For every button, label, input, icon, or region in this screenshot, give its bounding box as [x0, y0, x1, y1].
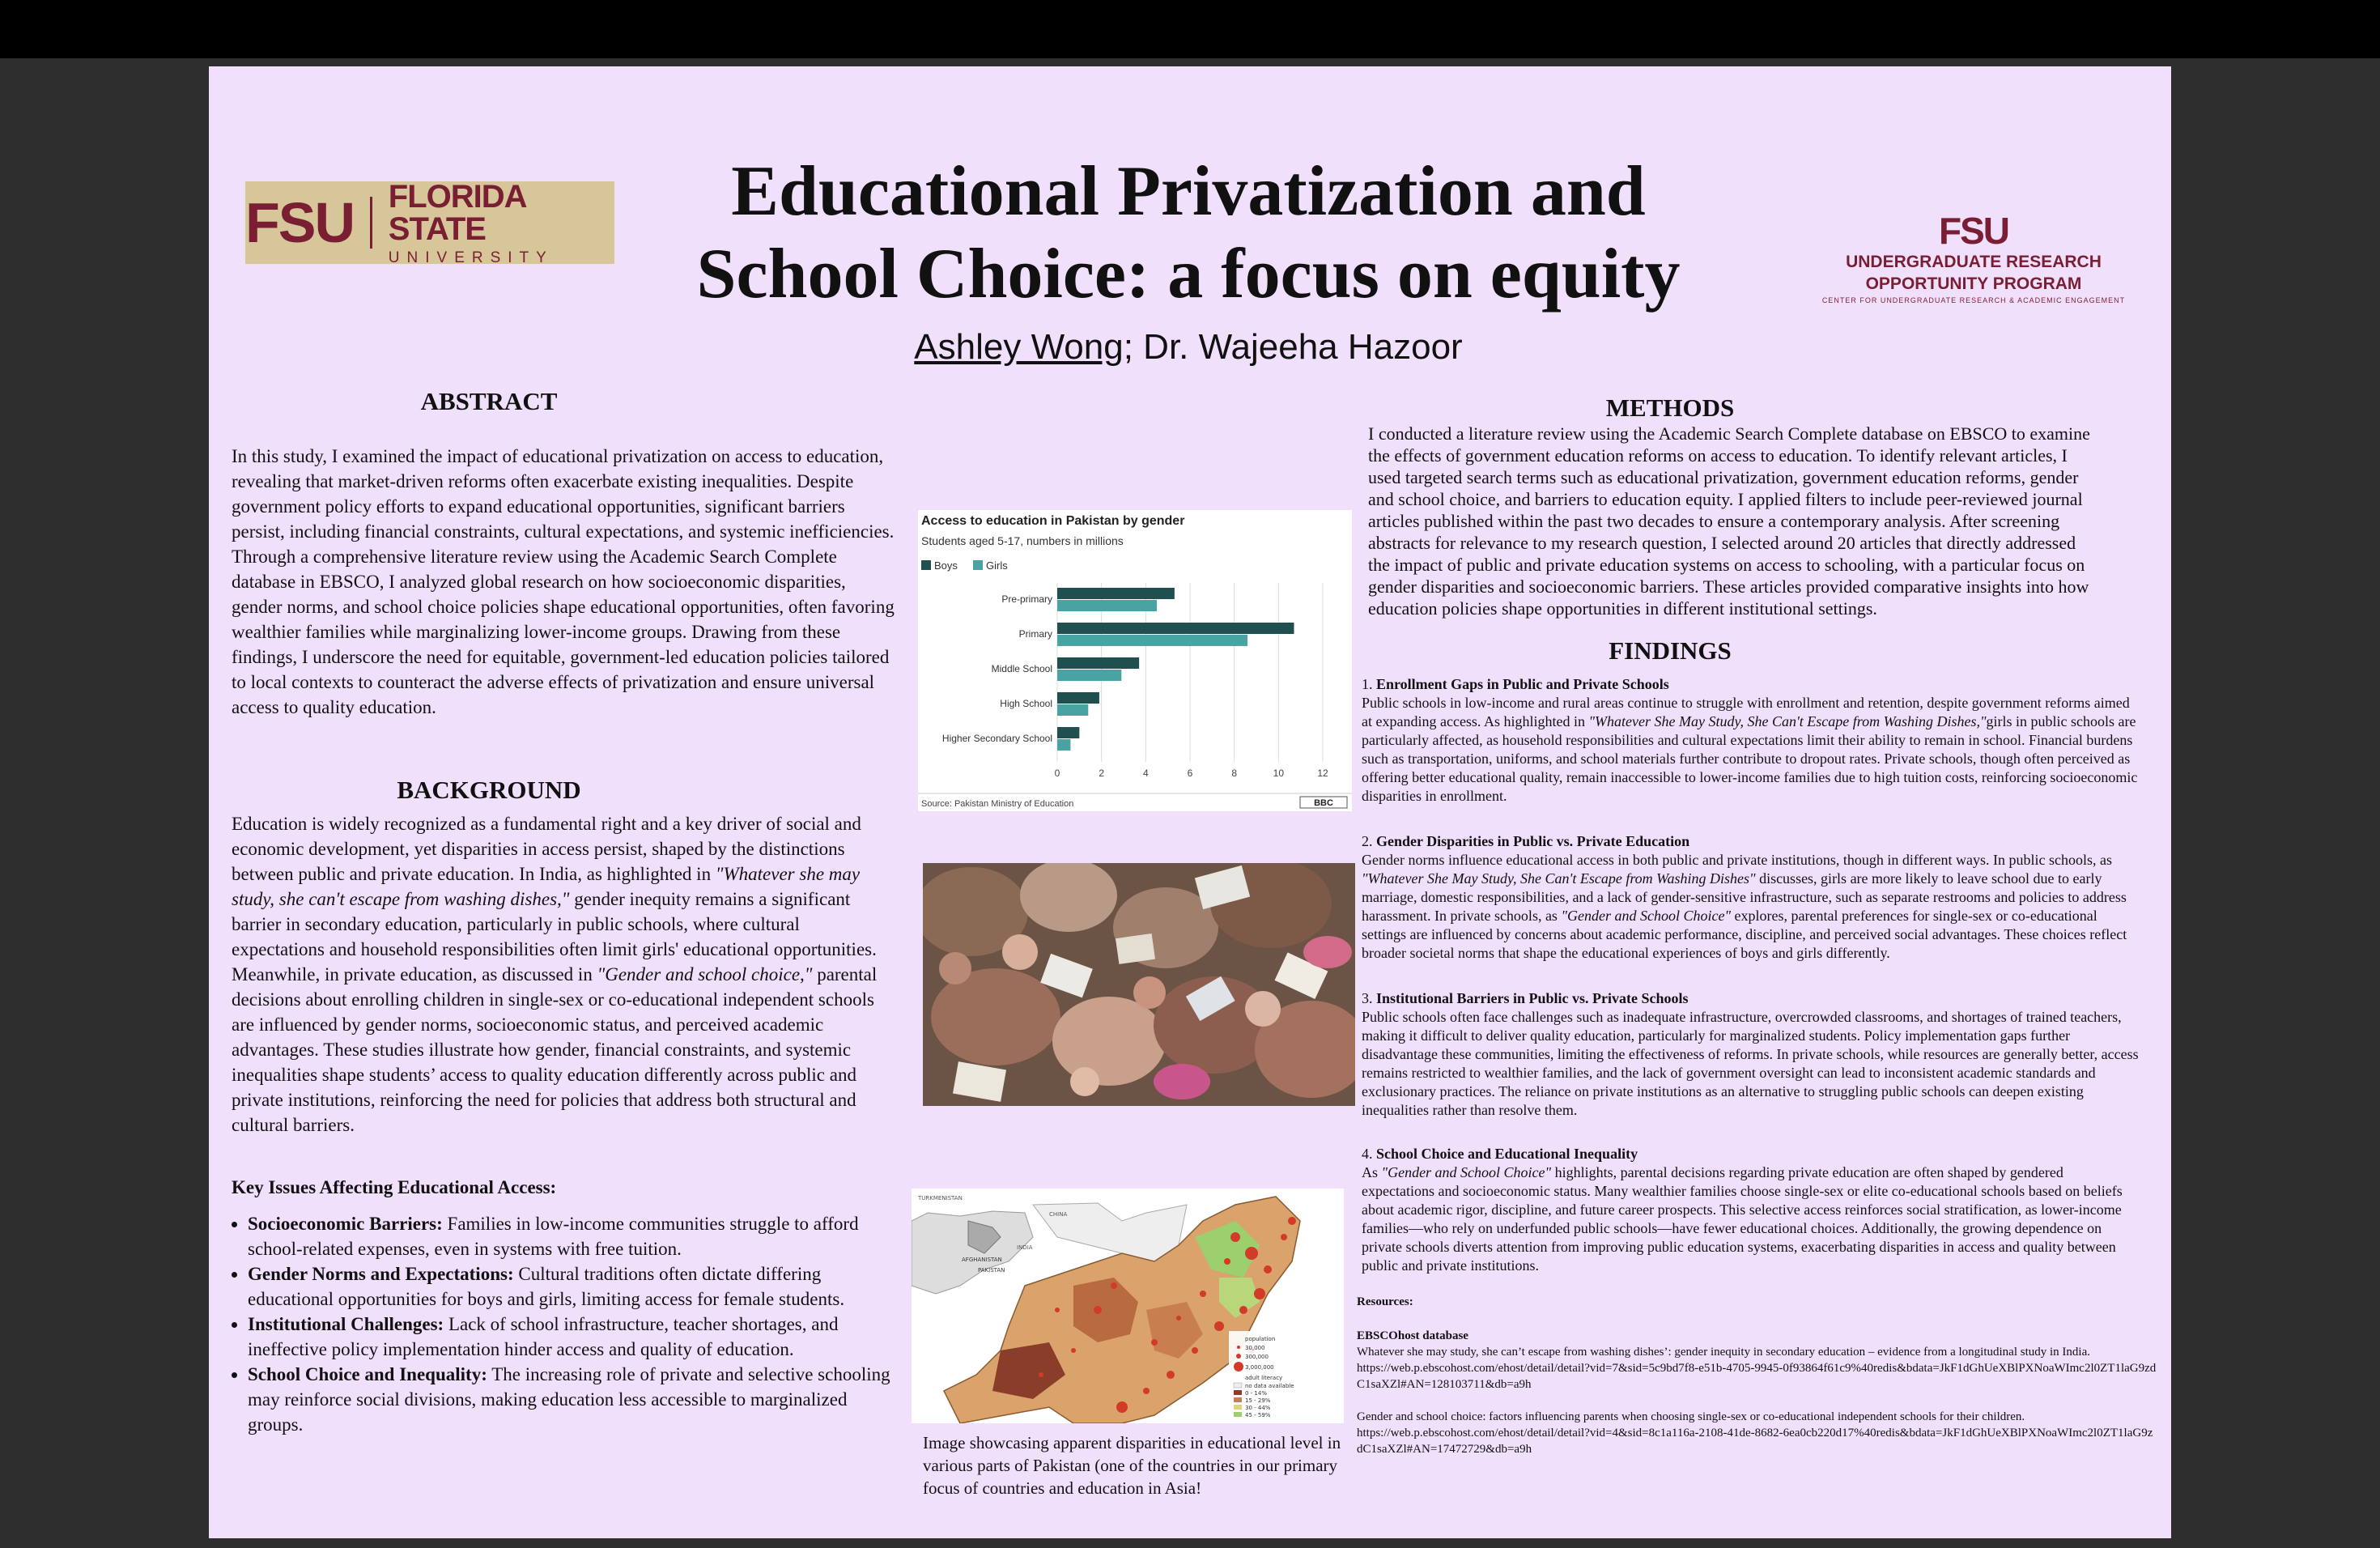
chart-bar-boys	[1057, 657, 1139, 669]
chart-category-label: Middle School	[991, 663, 1052, 674]
findings-heading: FINDINGS	[1609, 636, 1732, 665]
map-legend-pop-1: 30,000	[1245, 1345, 1265, 1351]
chart-bar-girls	[1057, 670, 1121, 681]
map-label-china: CHINA	[1049, 1211, 1068, 1218]
fsu-logo-name-line2: UNIVERSITY	[388, 249, 554, 266]
finding-4-text-b: highlights, parental decisions regarding private education are often shaped by gendered expectations and socioeconomic status. Many wealthier families choose single-sex or elite co-educational schools based on beliefs about academic rigor, discipline, and future career prospects. This selective access reinforces social stratification, as lower-income families—who rely on underfunded public schools—have fewer educational choices. Additionally, the growing dependence on private schools diverts attention from improving public education systems, exacerbating disparities in access and quality between public and private institutions.	[1362, 1164, 2123, 1274]
map-legend-lit-4: 30 - 44%	[1245, 1405, 1271, 1411]
urop-logo-line1: UNDERGRADUATE RESEARCH	[1846, 253, 2102, 271]
author-separator: ;	[1123, 327, 1144, 367]
chart-source: Source: Pakistan Ministry of Education	[921, 799, 1074, 809]
map-legend-lit-3: 15 - 29%	[1245, 1397, 1271, 1404]
chart-category-label: High School	[1000, 698, 1052, 709]
finding-2-title: Gender Disparities in Public vs. Private Education	[1376, 833, 1690, 849]
classroom-photo-illustration	[923, 863, 1355, 1106]
key-issue-item	[248, 1362, 895, 1437]
finding-2-number: 2.	[1362, 833, 1376, 849]
gender-access-chart	[918, 510, 1352, 811]
finding-1-title: Enrollment Gaps in Public and Private Schools	[1376, 676, 1669, 692]
urop-logo-mark: FSU	[1939, 210, 2008, 252]
background-text-part2: gender inequity remains a significant barrier in secondary education, particularly in public schools, where cultural expectations and household responsibilities often limit girls' educational opportunities. Meanwhile, in private education, as discussed in	[232, 889, 877, 985]
poster-title: Educational Privatization and School Choice: a focus on equity	[696, 152, 1681, 313]
chart-x-tick-label: 6	[1187, 768, 1193, 779]
literacy-map-svg	[912, 1189, 1344, 1423]
methods-heading: METHODS	[1605, 393, 1735, 422]
bbc-logo-text: BBC	[1314, 798, 1333, 808]
map-legend-population-title: population	[1245, 1336, 1276, 1342]
fsu-logo-name-line1: FLORIDA STATE	[388, 178, 526, 247]
resources	[1357, 1294, 2158, 1457]
chart-x-tick-label: 12	[1317, 768, 1328, 779]
chart-x-tick-label: 10	[1273, 768, 1285, 779]
key-issue-text: Families in low-income communities struggle to afford school-related expenses, even in systems with free tuition.	[248, 1214, 859, 1259]
chart-x-tick-label: 4	[1142, 768, 1149, 779]
chart-bar-boys	[1057, 727, 1079, 738]
finding-2-text-a: Gender norms influence educational access in both public and private institutions, though in different ways. In public schools, as	[1362, 852, 2112, 868]
chart-bar-boys	[1057, 623, 1294, 634]
key-issue-title: Socioeconomic Barriers:	[248, 1214, 443, 1234]
finding-2-text-c: explores, parental preferences for single-sex or co-educational settings are influenced by concerns about academic performance, discipline, and perceived social advantages. These choices reflect broader societal norms that shape the educational experiences of boys and girls differently.	[1362, 908, 2127, 961]
key-issues-heading: Key Issues Affecting Educational Access:	[232, 1177, 557, 1197]
key-issue-text: Cultural traditions often dictate differing educational opportunities for boys and girls, limiting access for female students.	[248, 1264, 845, 1309]
finding-4-citation: "Gender and School Choice"	[1381, 1164, 1552, 1180]
chart-bar-girls	[1057, 635, 1247, 646]
classroom-photo	[923, 863, 1355, 1106]
map-label-afghanistan: AFGHANISTAN	[962, 1257, 1002, 1263]
finding-3-number: 3.	[1362, 990, 1376, 1006]
finding-3-title: Institutional Barriers in Public vs. Private Schools	[1376, 990, 1689, 1006]
map-legend-lit-2: 0 - 14%	[1245, 1390, 1267, 1397]
chart-category-label: Primary	[1018, 628, 1052, 640]
methods-text: I conducted a literature review using the Academic Search Complete database on EBSCO to examine the effects of government education reforms on access to education. To identify relevant articles, I used targeted search terms such as educational privatization, government education reforms, gender and school choice, and barriers to education equity. I applied filters to include peer-reviewed journal articles published within the past two decades to ensure a contemporary analysis. After screening abstracts for relevance to my research question, I selected around 20 articles that directly addressed the impact of public and private education systems on access to schooling, with a particular focus on gender disparities and socioeconomic barriers. These articles provided comparative insights into how education policies shape opportunities in different institutional settings.	[1368, 423, 2090, 619]
key-issue-text: The increasing role of private and selective schooling may reinforce social divisions, making education less accessible to marginalized groups.	[248, 1364, 890, 1435]
finding-2-text-b: discusses, girls are more likely to leave school due to early marriage, domestic responsibilities, and a lack of gender-sensitive infrastructure, such as separate restrooms and policies to address harassment. In private schools, as	[1362, 870, 2127, 924]
resource-2-title: Gender and school choice: factors influencing parents when choosing single-sex or co-educational independent schools for their children.	[1357, 1410, 2025, 1423]
chart-x-tick-label: 0	[1054, 768, 1060, 779]
background-text-part3: parental decisions about enrolling children in single-sex or co-educational independent schools are influenced by gender norms, socioeconomic status, and perceived academic advantages. These studies illustrate how gender, financial constraints, and systemic inequalities shape students’ access to quality education differently across public and private institutions, reinforcing the need for policies that address both structural and cultural barriers.	[232, 964, 878, 1135]
map-legend-pop-3: 3,000,000	[1245, 1364, 1274, 1371]
resources-heading: Resources:	[1357, 1295, 1413, 1308]
key-issue-title: Gender Norms and Expectations:	[248, 1264, 514, 1284]
chart-x-tick-label: 8	[1231, 768, 1238, 779]
map-label-india: INDIA	[1017, 1244, 1033, 1251]
finding-1-text-b: girls in public schools are particularly affected, as household responsibilities and cultural expectations limit their ability to remain in school. Financial burdens such as transportation, uniforms, and school materials further contribute to dropout rates. Private schools, though often perceived as offering better educational quality, remain inaccessible to lower-income families due to high tuition costs, reinforcing socioeconomic disparities in enrollment.	[1362, 713, 2138, 804]
key-issue-text: Lack of school infrastructure, teacher shortages, and ineffective policy implementation hinder access and quality of education.	[248, 1314, 839, 1359]
poster	[209, 66, 2171, 1538]
chart-title: Access to education in Pakistan by gender	[921, 514, 1185, 528]
legend-swatch-girls	[973, 560, 983, 570]
chart-x-tick-label: 2	[1099, 768, 1105, 779]
chart-subtitle: Students aged 5-17, numbers in millions	[921, 534, 1124, 547]
key-issue-item	[248, 1211, 895, 1261]
urop-logo-line3: CENTER FOR UNDERGRADUATE RESEARCH & ACADEMIC ENGAGEMENT	[1821, 296, 2126, 304]
author-secondary: Dr. Wajeeha Hazoor	[1143, 327, 1463, 367]
map-label-turkmenistan: TURKMENISTAN	[918, 1195, 963, 1201]
key-issue-item	[248, 1261, 895, 1312]
map-legend-lit-5: 45 - 59%	[1245, 1412, 1271, 1418]
finding-1-citation: "Whatever She May Study, She Can't Escape from Washing Dishes,"	[1588, 713, 1987, 729]
map-legend-pop-2: 300,000	[1245, 1354, 1269, 1360]
legend-swatch-boys	[921, 560, 931, 570]
background-citation-2: "Gender and school choice,"	[597, 964, 813, 985]
finding-3	[1362, 989, 2139, 1120]
top-black-bar	[0, 0, 2380, 58]
fsu-logo-divider	[370, 197, 372, 249]
image-caption: Image showcasing apparent disparities in educational level in various parts of Pakistan (one of the countries in our primary focus of countries and education in Asia!	[923, 1433, 1341, 1498]
chart-bar-boys	[1057, 692, 1099, 704]
urop-logo-line2: OPPORTUNITY PROGRAM	[1865, 274, 2082, 293]
authors	[662, 327, 1715, 368]
chart-bar-girls	[1057, 739, 1070, 751]
finding-4	[1362, 1145, 2139, 1275]
resource-1-url[interactable]: https://web.p.ebscohost.com/ehost/detail/detail?vid=7&sid=5c9bd7f8-e51b-4705-9945-0f93864f61c9%40redis&bdata=JkF1dGhUeXBlPXNoaWImc2l0ZT1laG9zdC1saXZl#AN=128103711&db=a9h	[1357, 1362, 2157, 1391]
chart-bar-boys	[1057, 588, 1175, 599]
abstract-text: In this study, I examined the impact of educational privatization on access to education, revealing that market-driven reforms often exacerbate existing inequalities. Despite government policy efforts to expand educational opportunities, significant barriers persist, including financial constraints, cultural expectations, and systemic inefficiencies. Through a comprehensive literature review using the Academic Search Complete database in EBSCO, I analyzed global research on how socioeconomic disparities, gender norms, and school choice policies shape educational opportunities, often favoring wealthier families while marginalizing lower-income groups. Drawing from these findings, I underscore the need for equitable, government-led education policies tailored to local contexts to counteract the adverse effects of privatization and ensure universal access to quality education.	[232, 446, 895, 717]
literacy-map	[912, 1189, 1344, 1423]
finding-3-text: Public schools often face challenges such as inadequate infrastructure, overcrowded classrooms, and shortages of trained teachers, making it difficult to deliver quality education, particularly for marginalized students. Policy implementation gaps further disadvantage these communities, limiting the effectiveness of reforms. In private schools, while resources are generally better, access remains restricted to wealthier families, and the lack of government oversight can lead to inconsistent academic standards and exclusionary practices. The reliance on private institutions as an alternative to struggling public schools can deepen existing inequalities rather than resolve them.	[1362, 1009, 2139, 1118]
key-issue-title: Institutional Challenges:	[248, 1314, 444, 1334]
fsu-logo-name	[388, 178, 614, 266]
finding-2-citation-2: "Gender and School Choice"	[1561, 908, 1732, 924]
finding-1-text-a: Public schools in low-income and rural areas continue to struggle with enrollment and retention, despite government reforms aimed at expanding access. As highlighted in	[1362, 695, 2130, 729]
map-legend-literacy-title: adult literacy	[1245, 1375, 1283, 1381]
key-issue-title: School Choice and Inequality:	[248, 1364, 487, 1384]
chart-bar-girls	[1057, 704, 1088, 716]
background-text-part1: Education is widely recognized as a fundamental right and a key driver of social and economic development, yet disparities in access persist, shaped by the distinctions between public and private education. In India, as highlighted in	[232, 814, 861, 884]
chart-category-label: Higher Secondary School	[941, 733, 1052, 744]
background-text	[232, 811, 895, 1138]
finding-1-number: 1.	[1362, 676, 1376, 692]
finding-2	[1362, 832, 2139, 963]
resource-2-url[interactable]: https://web.p.ebscohost.com/ehost/detail/detail?vid=4&sid=8c1a116a-2108-41de-8682-6ea0cb220d17%40redis&bdata=JkF1dGhUeXBlPXNoaWImc2l0ZT1laG9zdC1saXZl#AN=17472729&db=a9h	[1357, 1427, 2153, 1456]
finding-4-number: 4.	[1362, 1146, 1376, 1162]
finding-4-title: School Choice and Educational Inequality	[1376, 1146, 1638, 1162]
background-heading: BACKGROUND	[397, 776, 581, 804]
map-label-pakistan: PAKISTAN	[978, 1267, 1005, 1274]
resources-database: EBSCOhost database	[1357, 1329, 1468, 1342]
chart-category-label: Pre-primary	[1001, 593, 1052, 605]
key-issues-list	[230, 1211, 895, 1437]
chart-bar-girls	[1057, 600, 1157, 611]
urop-logo	[1820, 212, 2127, 304]
map-legend-lit-1: no data available	[1245, 1383, 1294, 1389]
finding-1	[1362, 675, 2139, 806]
finding-2-citation-1: "Whatever She May Study, She Can't Escape from Washing Dishes"	[1362, 870, 1756, 887]
fsu-logo	[245, 178, 614, 266]
finding-4-text-a: As	[1362, 1164, 1382, 1180]
resource-1-title: Whatever she may study, she can’t escape from washing dishes’: gender inequity in secondary education – evidence from a longitudinal study in India.	[1357, 1346, 2090, 1359]
chart-svg	[918, 510, 1352, 811]
fsu-logo-mark: FSU	[245, 191, 354, 254]
background-citation-1: "Whatever she may study, she can't escape from washing dishes,"	[232, 864, 861, 909]
author-primary: Ashley Wong	[914, 327, 1124, 367]
legend-label-girls: Girls	[986, 559, 1008, 572]
key-issue-item	[248, 1312, 895, 1362]
legend-label-boys: Boys	[934, 559, 958, 572]
abstract-heading: ABSTRACT	[420, 387, 558, 415]
